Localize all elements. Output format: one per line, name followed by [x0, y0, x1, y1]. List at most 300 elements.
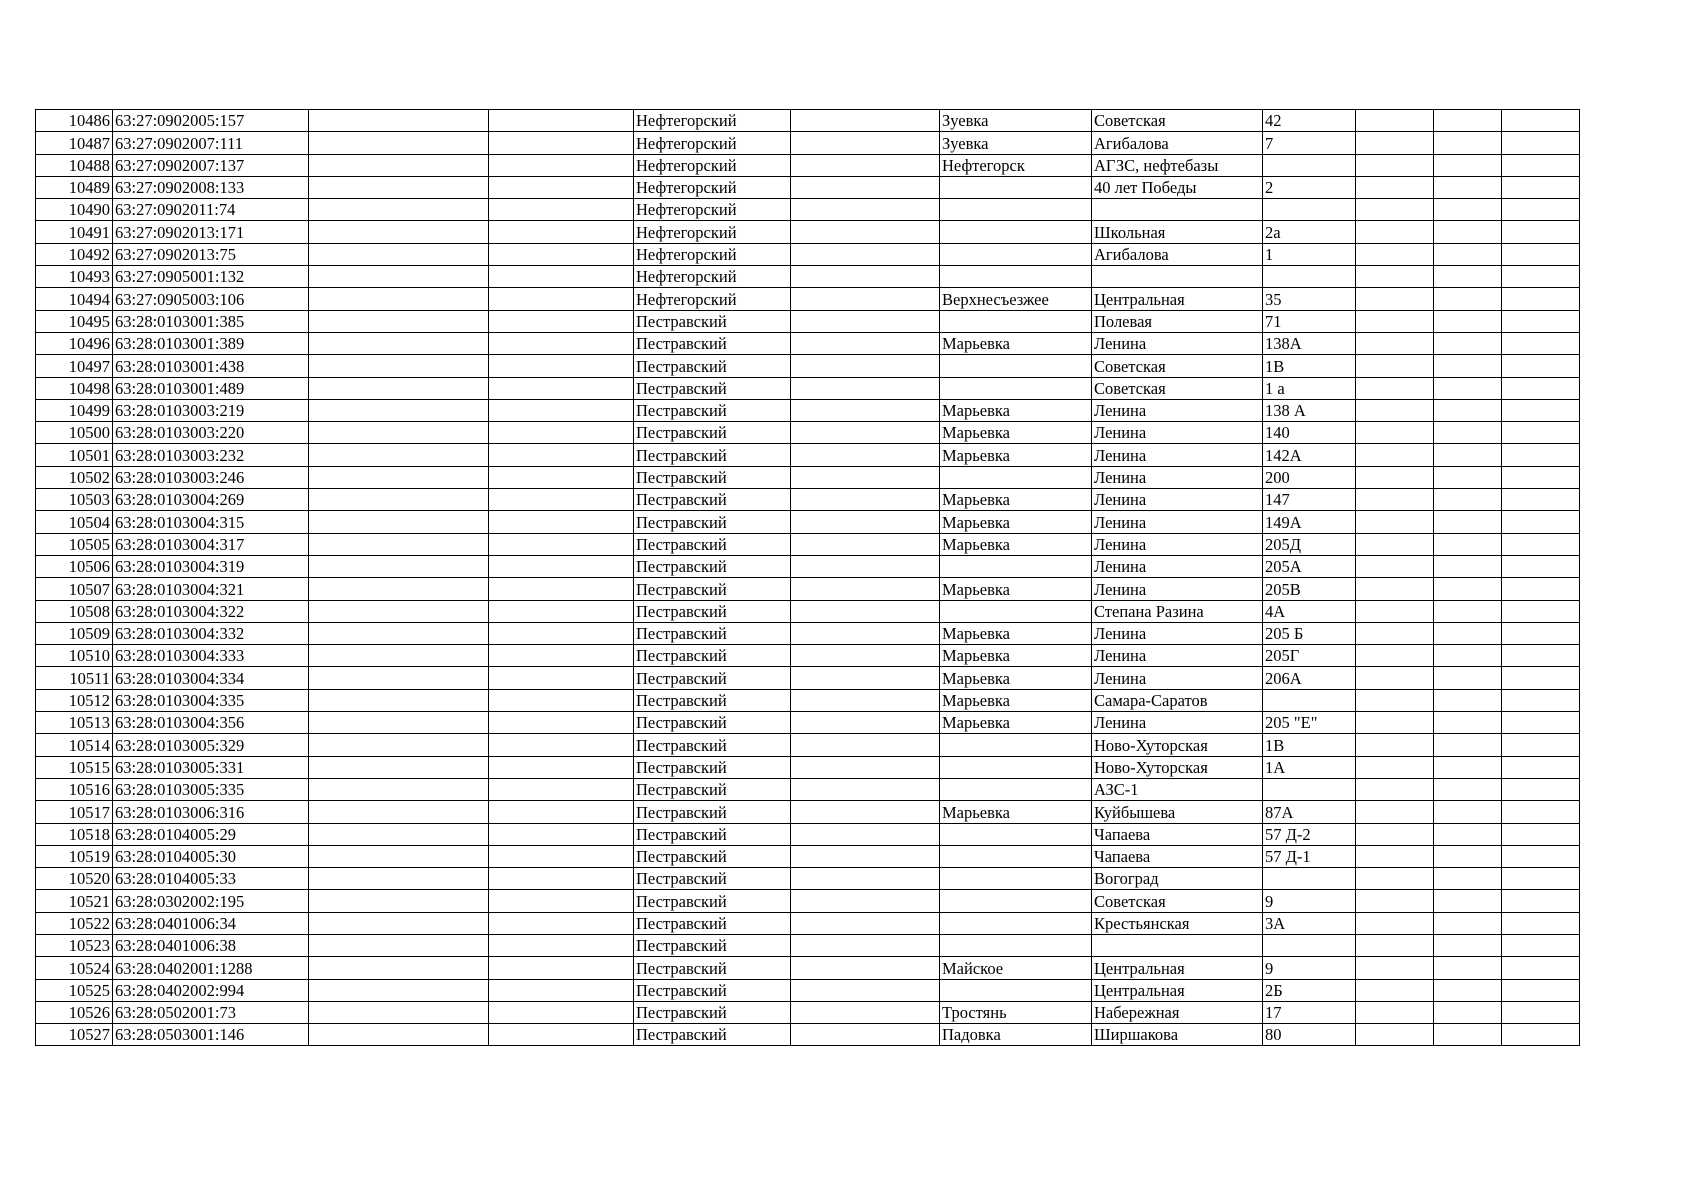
record-number-cell: 10513 [36, 712, 113, 734]
district-cell: Пестравский [634, 890, 791, 912]
column-6-cell [791, 645, 940, 667]
settlement-cell [940, 243, 1092, 265]
table-row [36, 979, 1580, 1001]
column-11-cell [1434, 444, 1502, 466]
street-cell: Советская [1092, 890, 1263, 912]
column-4-cell [489, 689, 634, 711]
column-6-cell [791, 199, 940, 221]
column-11-cell [1434, 466, 1502, 488]
settlement-cell: Марьевка [940, 511, 1092, 533]
district-cell: Пестравский [634, 667, 791, 689]
house-number-cell: 1А [1263, 756, 1356, 778]
settlement-cell [940, 734, 1092, 756]
column-4-cell [489, 555, 634, 577]
column-11-cell [1434, 979, 1502, 1001]
column-3-cell [309, 243, 489, 265]
table-row [36, 645, 1580, 667]
column-3-cell [309, 957, 489, 979]
house-number-cell: 149А [1263, 511, 1356, 533]
district-cell: Пестравский [634, 868, 791, 890]
street-cell [1092, 266, 1263, 288]
record-number-cell: 10523 [36, 934, 113, 956]
record-number-cell: 10521 [36, 890, 113, 912]
column-4-cell [489, 199, 634, 221]
column-12-cell [1502, 310, 1580, 332]
column-4-cell [489, 355, 634, 377]
settlement-cell: Марьевка [940, 332, 1092, 354]
cadastral-number-cell: 63:27:0905001:132 [113, 266, 309, 288]
cadastral-number-cell: 63:28:0103004:356 [113, 712, 309, 734]
district-cell: Нефтегорский [634, 266, 791, 288]
house-number-cell: 142А [1263, 444, 1356, 466]
column-10-cell [1356, 310, 1434, 332]
column-11-cell [1434, 310, 1502, 332]
settlement-cell [940, 845, 1092, 867]
column-11-cell [1434, 689, 1502, 711]
record-number-cell: 10525 [36, 979, 113, 1001]
settlement-cell [940, 979, 1092, 1001]
district-cell: Пестравский [634, 533, 791, 555]
column-12-cell [1502, 845, 1580, 867]
column-6-cell [791, 689, 940, 711]
column-4-cell [489, 890, 634, 912]
cadastral-number-cell: 63:28:0103004:334 [113, 667, 309, 689]
table-row [36, 801, 1580, 823]
column-6-cell [791, 399, 940, 421]
settlement-cell [940, 199, 1092, 221]
column-11-cell [1434, 823, 1502, 845]
district-cell: Пестравский [634, 511, 791, 533]
cadastral-number-cell: 63:28:0103003:246 [113, 466, 309, 488]
column-11-cell [1434, 288, 1502, 310]
table-row [36, 221, 1580, 243]
column-4-cell [489, 154, 634, 176]
column-6-cell [791, 266, 940, 288]
table-row [36, 489, 1580, 511]
district-cell: Пестравский [634, 489, 791, 511]
column-11-cell [1434, 132, 1502, 154]
house-number-cell: 205 "Е" [1263, 712, 1356, 734]
column-11-cell [1434, 399, 1502, 421]
settlement-cell [940, 377, 1092, 399]
column-12-cell [1502, 422, 1580, 444]
house-number-cell: 3А [1263, 912, 1356, 934]
column-4-cell [489, 310, 634, 332]
column-4-cell [489, 332, 634, 354]
column-4-cell [489, 934, 634, 956]
column-6-cell [791, 110, 940, 132]
column-12-cell [1502, 712, 1580, 734]
column-12-cell [1502, 801, 1580, 823]
house-number-cell: 205 Б [1263, 622, 1356, 644]
house-number-cell: 205Д [1263, 533, 1356, 555]
house-number-cell: 205В [1263, 578, 1356, 600]
column-12-cell [1502, 154, 1580, 176]
house-number-cell [1263, 778, 1356, 800]
table-row [36, 199, 1580, 221]
column-6-cell [791, 957, 940, 979]
column-11-cell [1434, 778, 1502, 800]
column-12-cell [1502, 778, 1580, 800]
column-4-cell [489, 176, 634, 198]
settlement-cell: Верхнесъезжее [940, 288, 1092, 310]
district-cell: Пестравский [634, 979, 791, 1001]
settlement-cell [940, 176, 1092, 198]
column-6-cell [791, 489, 940, 511]
settlement-cell: Тростянь [940, 1001, 1092, 1023]
cadastral-number-cell: 63:28:0103004:332 [113, 622, 309, 644]
cadastral-number-cell: 63:28:0103004:269 [113, 489, 309, 511]
district-cell: Пестравский [634, 912, 791, 934]
column-12-cell [1502, 110, 1580, 132]
record-number-cell: 10486 [36, 110, 113, 132]
column-10-cell [1356, 422, 1434, 444]
column-10-cell [1356, 288, 1434, 310]
district-cell: Пестравский [634, 934, 791, 956]
street-cell: Ленина [1092, 422, 1263, 444]
column-11-cell [1434, 355, 1502, 377]
house-number-cell [1263, 934, 1356, 956]
cadastral-number-cell: 63:28:0103004:335 [113, 689, 309, 711]
settlement-cell: Майское [940, 957, 1092, 979]
column-10-cell [1356, 154, 1434, 176]
column-3-cell [309, 355, 489, 377]
district-cell: Нефтегорский [634, 288, 791, 310]
street-cell: Крестьянская [1092, 912, 1263, 934]
column-12-cell [1502, 622, 1580, 644]
column-6-cell [791, 332, 940, 354]
cadastral-number-cell: 63:28:0103005:335 [113, 778, 309, 800]
column-4-cell [489, 979, 634, 1001]
column-10-cell [1356, 199, 1434, 221]
street-cell: Самара-Саратов [1092, 689, 1263, 711]
table-row [36, 778, 1580, 800]
street-cell: Ширшакова [1092, 1024, 1263, 1046]
table-row [36, 288, 1580, 310]
record-number-cell: 10516 [36, 778, 113, 800]
column-6-cell [791, 934, 940, 956]
district-cell: Нефтегорский [634, 199, 791, 221]
cadastral-number-cell: 63:28:0103004:317 [113, 533, 309, 555]
column-11-cell [1434, 801, 1502, 823]
column-4-cell [489, 778, 634, 800]
column-11-cell [1434, 868, 1502, 890]
column-4-cell [489, 466, 634, 488]
record-number-cell: 10524 [36, 957, 113, 979]
column-6-cell [791, 154, 940, 176]
table-row [36, 422, 1580, 444]
record-number-cell: 10490 [36, 199, 113, 221]
column-4-cell [489, 511, 634, 533]
house-number-cell: 205Г [1263, 645, 1356, 667]
table-row [36, 667, 1580, 689]
cadastral-number-cell: 63:28:0402001:1288 [113, 957, 309, 979]
column-12-cell [1502, 555, 1580, 577]
column-4-cell [489, 243, 634, 265]
table-row [36, 578, 1580, 600]
table-row [36, 466, 1580, 488]
cadastral-number-cell: 63:28:0103003:220 [113, 422, 309, 444]
street-cell: Чапаева [1092, 845, 1263, 867]
street-cell: Школьная [1092, 221, 1263, 243]
cadastral-number-cell: 63:27:0902013:171 [113, 221, 309, 243]
settlement-cell: Марьевка [940, 622, 1092, 644]
house-number-cell [1263, 868, 1356, 890]
record-number-cell: 10496 [36, 332, 113, 354]
column-6-cell [791, 132, 940, 154]
column-12-cell [1502, 756, 1580, 778]
column-10-cell [1356, 355, 1434, 377]
table-row [36, 355, 1580, 377]
column-4-cell [489, 1001, 634, 1023]
record-number-cell: 10507 [36, 578, 113, 600]
district-cell: Нефтегорский [634, 176, 791, 198]
settlement-cell [940, 823, 1092, 845]
column-12-cell [1502, 332, 1580, 354]
house-number-cell: 138А [1263, 332, 1356, 354]
street-cell: Ленина [1092, 645, 1263, 667]
table-row [36, 154, 1580, 176]
table-row [36, 823, 1580, 845]
column-3-cell [309, 221, 489, 243]
column-11-cell [1434, 957, 1502, 979]
column-10-cell [1356, 377, 1434, 399]
cadastral-number-cell: 63:28:0103001:385 [113, 310, 309, 332]
district-cell: Пестравский [634, 712, 791, 734]
column-10-cell [1356, 868, 1434, 890]
cadastral-number-cell: 63:28:0401006:38 [113, 934, 309, 956]
column-6-cell [791, 533, 940, 555]
street-cell: Советская [1092, 377, 1263, 399]
column-10-cell [1356, 756, 1434, 778]
registry-table [35, 109, 1580, 1046]
district-cell: Пестравский [634, 1001, 791, 1023]
table-row [36, 689, 1580, 711]
column-6-cell [791, 578, 940, 600]
column-10-cell [1356, 1024, 1434, 1046]
column-4-cell [489, 1024, 634, 1046]
house-number-cell: 87А [1263, 801, 1356, 823]
column-4-cell [489, 645, 634, 667]
column-4-cell [489, 266, 634, 288]
street-cell: Ленина [1092, 511, 1263, 533]
column-3-cell [309, 332, 489, 354]
district-cell: Пестравский [634, 332, 791, 354]
cadastral-number-cell: 63:28:0103001:489 [113, 377, 309, 399]
column-3-cell [309, 689, 489, 711]
cadastral-number-cell: 63:27:0902013:75 [113, 243, 309, 265]
cadastral-number-cell: 63:28:0503001:146 [113, 1024, 309, 1046]
house-number-cell: 7 [1263, 132, 1356, 154]
record-number-cell: 10508 [36, 600, 113, 622]
settlement-cell: Марьевка [940, 399, 1092, 421]
column-6-cell [791, 734, 940, 756]
column-12-cell [1502, 645, 1580, 667]
house-number-cell: 9 [1263, 890, 1356, 912]
settlement-cell: Марьевка [940, 801, 1092, 823]
settlement-cell: Зуевка [940, 132, 1092, 154]
column-3-cell [309, 444, 489, 466]
cadastral-number-cell: 63:28:0103004:322 [113, 600, 309, 622]
house-number-cell: 71 [1263, 310, 1356, 332]
house-number-cell: 205А [1263, 555, 1356, 577]
house-number-cell [1263, 199, 1356, 221]
cadastral-number-cell: 63:28:0502001:73 [113, 1001, 309, 1023]
column-11-cell [1434, 377, 1502, 399]
column-10-cell [1356, 712, 1434, 734]
record-number-cell: 10501 [36, 444, 113, 466]
column-12-cell [1502, 243, 1580, 265]
column-6-cell [791, 1024, 940, 1046]
record-number-cell: 10489 [36, 176, 113, 198]
street-cell: Ленина [1092, 489, 1263, 511]
record-number-cell: 10506 [36, 555, 113, 577]
district-cell: Нефтегорский [634, 154, 791, 176]
column-10-cell [1356, 176, 1434, 198]
column-4-cell [489, 957, 634, 979]
column-11-cell [1434, 734, 1502, 756]
street-cell: Куйбышева [1092, 801, 1263, 823]
record-number-cell: 10526 [36, 1001, 113, 1023]
column-12-cell [1502, 600, 1580, 622]
house-number-cell: 2Б [1263, 979, 1356, 1001]
district-cell: Пестравский [634, 555, 791, 577]
column-3-cell [309, 176, 489, 198]
cadastral-number-cell: 63:28:0103005:331 [113, 756, 309, 778]
column-3-cell [309, 778, 489, 800]
record-number-cell: 10499 [36, 399, 113, 421]
column-4-cell [489, 489, 634, 511]
street-cell: Чапаева [1092, 823, 1263, 845]
column-12-cell [1502, 734, 1580, 756]
cadastral-number-cell: 63:28:0103004:321 [113, 578, 309, 600]
column-3-cell [309, 288, 489, 310]
column-6-cell [791, 355, 940, 377]
column-11-cell [1434, 578, 1502, 600]
district-cell: Пестравский [634, 845, 791, 867]
record-number-cell: 10517 [36, 801, 113, 823]
settlement-cell: Марьевка [940, 645, 1092, 667]
column-12-cell [1502, 934, 1580, 956]
cadastral-number-cell: 63:28:0401006:34 [113, 912, 309, 934]
street-cell: Ленина [1092, 555, 1263, 577]
district-cell: Пестравский [634, 422, 791, 444]
column-11-cell [1434, 533, 1502, 555]
column-12-cell [1502, 266, 1580, 288]
house-number-cell: 1 [1263, 243, 1356, 265]
column-6-cell [791, 756, 940, 778]
column-12-cell [1502, 489, 1580, 511]
column-3-cell [309, 979, 489, 1001]
district-cell: Пестравский [634, 801, 791, 823]
column-10-cell [1356, 622, 1434, 644]
column-11-cell [1434, 845, 1502, 867]
column-6-cell [791, 868, 940, 890]
column-6-cell [791, 310, 940, 332]
record-number-cell: 10500 [36, 422, 113, 444]
house-number-cell: 2а [1263, 221, 1356, 243]
house-number-cell: 42 [1263, 110, 1356, 132]
document-page [35, 109, 1580, 1046]
column-3-cell [309, 600, 489, 622]
house-number-cell: 140 [1263, 422, 1356, 444]
settlement-cell [940, 221, 1092, 243]
column-12-cell [1502, 511, 1580, 533]
street-cell: Ленина [1092, 466, 1263, 488]
table-row [36, 912, 1580, 934]
table-row [36, 377, 1580, 399]
column-12-cell [1502, 689, 1580, 711]
record-number-cell: 10510 [36, 645, 113, 667]
district-cell: Нефтегорский [634, 132, 791, 154]
column-10-cell [1356, 266, 1434, 288]
column-3-cell [309, 667, 489, 689]
table-row [36, 110, 1580, 132]
column-3-cell [309, 622, 489, 644]
column-10-cell [1356, 511, 1434, 533]
record-number-cell: 10511 [36, 667, 113, 689]
street-cell: Ново-Хуторская [1092, 734, 1263, 756]
column-6-cell [791, 1001, 940, 1023]
table-row [36, 555, 1580, 577]
cadastral-number-cell: 63:28:0103004:333 [113, 645, 309, 667]
district-cell: Нефтегорский [634, 221, 791, 243]
column-6-cell [791, 444, 940, 466]
column-3-cell [309, 310, 489, 332]
column-12-cell [1502, 199, 1580, 221]
column-11-cell [1434, 756, 1502, 778]
table-row [36, 1001, 1580, 1023]
settlement-cell [940, 934, 1092, 956]
column-3-cell [309, 399, 489, 421]
column-11-cell [1434, 555, 1502, 577]
table-row [36, 266, 1580, 288]
cadastral-number-cell: 63:27:0905003:106 [113, 288, 309, 310]
settlement-cell [940, 778, 1092, 800]
settlement-cell [940, 868, 1092, 890]
table-row [36, 622, 1580, 644]
column-6-cell [791, 912, 940, 934]
column-4-cell [489, 132, 634, 154]
settlement-cell [940, 912, 1092, 934]
column-11-cell [1434, 332, 1502, 354]
column-4-cell [489, 110, 634, 132]
column-11-cell [1434, 489, 1502, 511]
column-6-cell [791, 600, 940, 622]
table-row [36, 1024, 1580, 1046]
district-cell: Пестравский [634, 1024, 791, 1046]
street-cell: Агибалова [1092, 132, 1263, 154]
column-11-cell [1434, 712, 1502, 734]
record-number-cell: 10519 [36, 845, 113, 867]
column-3-cell [309, 533, 489, 555]
table-row [36, 734, 1580, 756]
record-number-cell: 10522 [36, 912, 113, 934]
district-cell: Пестравский [634, 399, 791, 421]
house-number-cell: 4А [1263, 600, 1356, 622]
column-11-cell [1434, 422, 1502, 444]
column-12-cell [1502, 957, 1580, 979]
record-number-cell: 10491 [36, 221, 113, 243]
column-6-cell [791, 890, 940, 912]
record-number-cell: 10494 [36, 288, 113, 310]
street-cell: Ленина [1092, 578, 1263, 600]
street-cell: Ленина [1092, 667, 1263, 689]
column-3-cell [309, 578, 489, 600]
record-number-cell: 10492 [36, 243, 113, 265]
column-6-cell [791, 712, 940, 734]
record-number-cell: 10505 [36, 533, 113, 555]
